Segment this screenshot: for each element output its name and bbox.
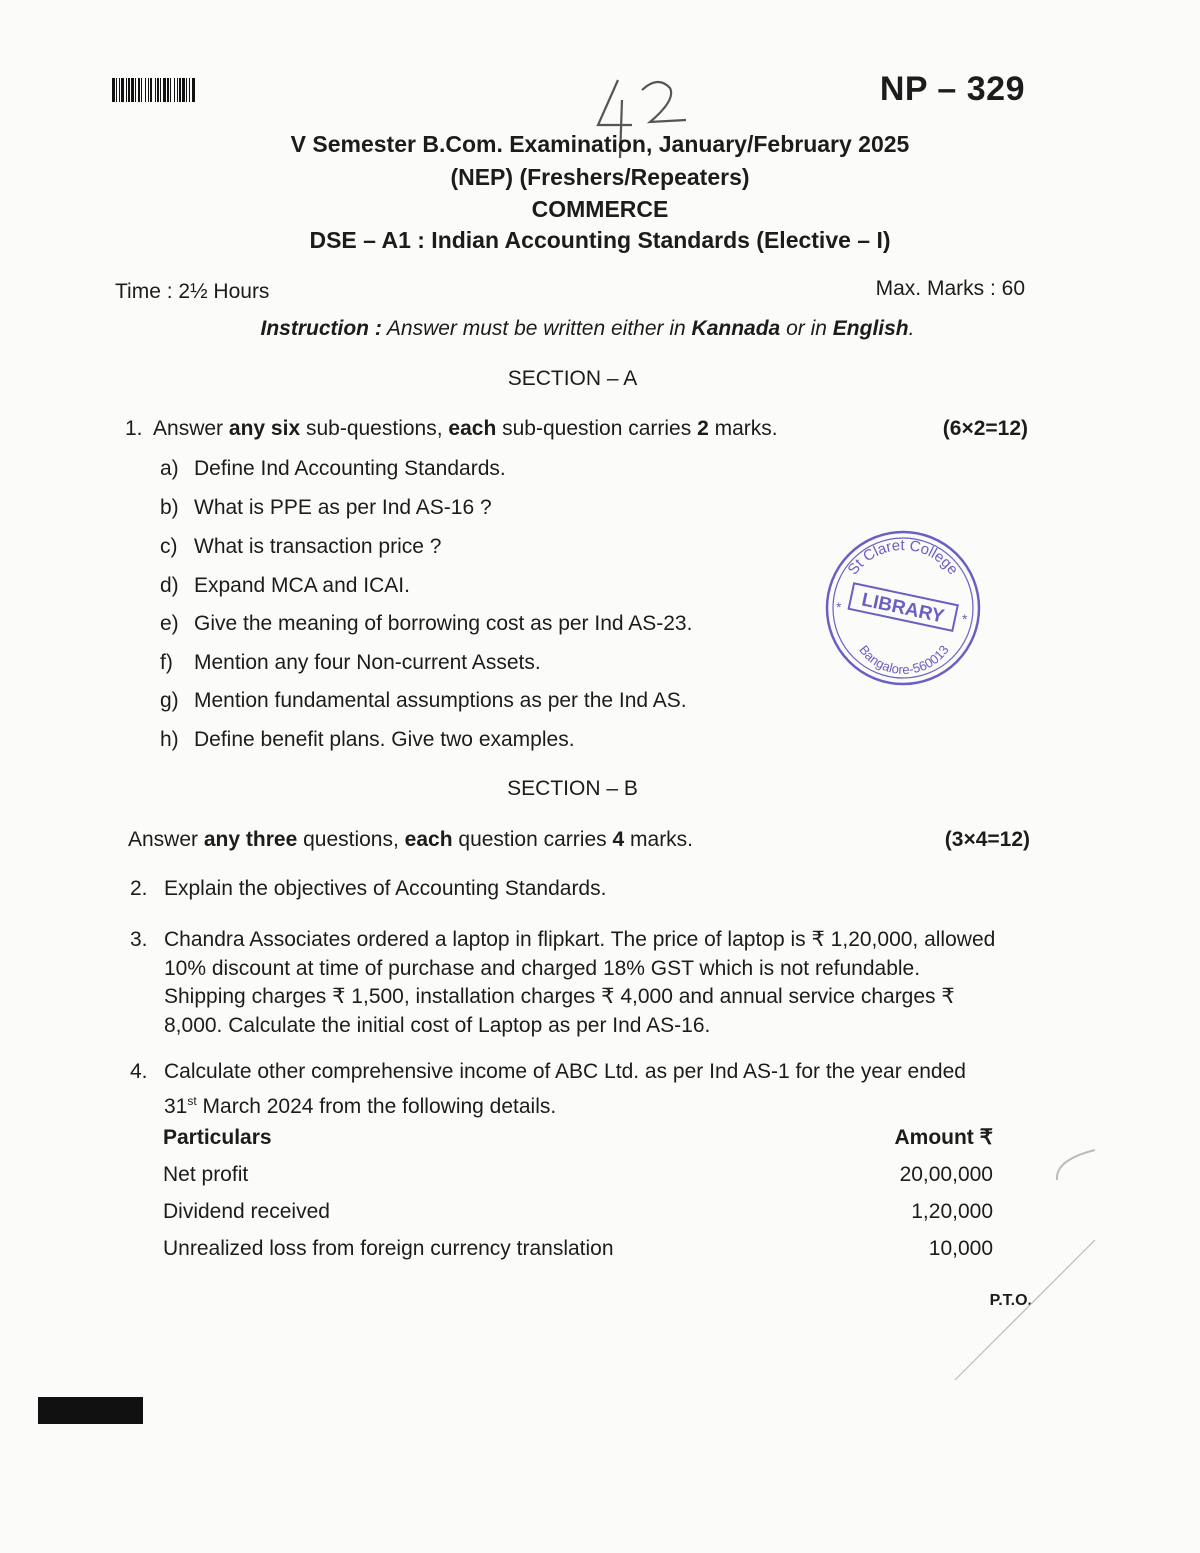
sub-text: Mention any four Non-current Assets. — [194, 651, 541, 674]
question-3 — [130, 926, 1000, 1040]
sub-label: b) — [160, 496, 179, 519]
paper-code: NP – 329 — [879, 70, 1025, 108]
secb-text-2: questions, — [303, 828, 399, 851]
q4-text-a: Calculate other comprehensive income of ABC Ltd. as per Ind AS-1 for the year ended 31 — [164, 1060, 966, 1118]
question-2 — [130, 875, 1000, 904]
question-1 — [125, 417, 778, 441]
q4-text-b: March 2024 from the following details. — [196, 1094, 557, 1118]
sub-label: e) — [160, 612, 179, 635]
sub-question — [160, 457, 506, 481]
sub-question — [160, 728, 575, 752]
q1-text-3: sub-question carries — [502, 417, 692, 440]
row-amount: 1,20,000 — [911, 1199, 993, 1223]
sub-text: Define Ind Accounting Standards. — [194, 457, 506, 480]
star-icon: * — [836, 599, 842, 615]
secb-bold-1: any three — [203, 828, 298, 851]
exam-subtitle: (NEP) (Freshers/Repeaters) — [450, 164, 750, 190]
sub-text: What is transaction price ? — [194, 535, 442, 558]
sub-label: g) — [160, 689, 179, 712]
secb-text-3: question carries — [458, 828, 607, 851]
question-text: Chandra Associates ordered a laptop in flipkart. The price of laptop is ₹ 1,20,000, allowed 10% discount at time of purchase and charged 18% GST which is not refundable. Shipping charges ₹ 1,500, installation charges ₹ 4,000 and annual service charges ₹ 8,000. Calculate the initial cost of Laptop as per Ind AS-16. — [164, 928, 996, 1037]
secb-text-1: Answer — [128, 828, 199, 851]
stamp-top-text: St Claret College — [844, 536, 962, 579]
sub-label: d) — [160, 574, 179, 597]
sub-question — [160, 496, 492, 520]
sub-question — [160, 651, 541, 675]
table-row — [163, 1156, 993, 1193]
q1-bold-3: 2 — [697, 417, 709, 440]
secb-text-4: marks. — [630, 828, 694, 851]
instruction-label: Instruction : — [260, 317, 382, 340]
sub-text: Give the meaning of borrowing cost as per Ind AS-23. — [194, 612, 693, 635]
col-particulars: Particulars — [163, 1125, 272, 1149]
instruction — [0, 317, 1175, 341]
secb-bold-2: each — [404, 828, 453, 851]
instruction-english: English — [832, 317, 909, 340]
sub-text: Expand MCA and ICAI. — [194, 574, 410, 597]
q1-bold-1: any six — [228, 417, 301, 440]
sub-question — [160, 612, 692, 636]
pto-label: P.T.O. — [989, 1292, 1032, 1309]
instruction-kannada: Kannada — [691, 317, 781, 340]
pencil-mark — [945, 1140, 1105, 1390]
stamp-center-text: LIBRARY — [859, 589, 947, 628]
question-text — [164, 1058, 1000, 1121]
instruction-end: . — [908, 317, 915, 340]
table-row — [163, 1230, 993, 1267]
question-number: 2. — [130, 877, 148, 900]
section-b-marks: (3×4=12) — [944, 828, 1030, 851]
time-allowed: Time : 2½ Hours — [115, 280, 270, 303]
row-particular: Dividend received — [163, 1199, 330, 1223]
table-header — [163, 1119, 993, 1156]
section-b-instruction — [128, 828, 693, 852]
barcode — [112, 78, 260, 102]
question-4 — [130, 1058, 1000, 1121]
instruction-or: or in — [786, 317, 827, 340]
q1-number: 1. — [125, 417, 143, 440]
sub-label: h) — [160, 728, 179, 751]
row-amount: 10,000 — [928, 1236, 993, 1260]
q1-text-4: marks. — [714, 417, 778, 440]
section-a-title: SECTION – A — [507, 367, 638, 390]
question-text: Explain the objectives of Accounting Standards. — [164, 877, 607, 900]
col-amount: Amount ₹ — [894, 1126, 993, 1149]
sub-text: Define benefit plans. Give two examples. — [194, 728, 575, 751]
sub-label: a) — [160, 457, 179, 480]
sub-label: f) — [160, 651, 173, 674]
question-number: 3. — [130, 928, 148, 951]
section-b-title: SECTION – B — [507, 777, 638, 800]
q1-marks: (6×2=12) — [942, 417, 1028, 440]
subject-title: COMMERCE — [531, 196, 669, 222]
row-amount: 20,00,000 — [899, 1162, 993, 1186]
paper-title: DSE – A1 : Indian Accounting Standards (Elective – I) — [309, 227, 891, 253]
star-icon: * — [962, 611, 968, 627]
sub-text: Mention fundamental assumptions as per the Ind AS. — [194, 689, 687, 712]
table-row — [163, 1193, 993, 1230]
q4-sup: st — [187, 1093, 197, 1108]
row-particular: Net profit — [163, 1162, 249, 1186]
stamp-bottom-text: Bangalore-560013 — [856, 642, 952, 678]
details-table — [163, 1119, 993, 1267]
question-number: 4. — [130, 1060, 148, 1083]
q1-text-1: Answer — [153, 417, 224, 440]
sub-question — [160, 689, 687, 713]
exam-title: V Semester B.Com. Examination, January/February 2025 — [290, 131, 910, 157]
q1-bold-2: each — [448, 417, 497, 440]
sub-label: c) — [160, 535, 178, 558]
max-marks: Max. Marks : 60 — [875, 277, 1025, 300]
row-particular: Unrealized loss from foreign currency translation — [163, 1236, 614, 1260]
sub-question — [160, 574, 410, 598]
sub-question — [160, 535, 441, 559]
sub-text: What is PPE as per Ind AS-16 ? — [194, 496, 492, 519]
secb-bold-3: 4 — [612, 828, 625, 851]
library-stamp — [820, 528, 986, 688]
barcode-bar — [195, 78, 196, 102]
instruction-text: Answer must be written either in — [386, 317, 686, 340]
redaction-block — [38, 1397, 143, 1424]
q1-text-2: sub-questions, — [305, 417, 443, 440]
